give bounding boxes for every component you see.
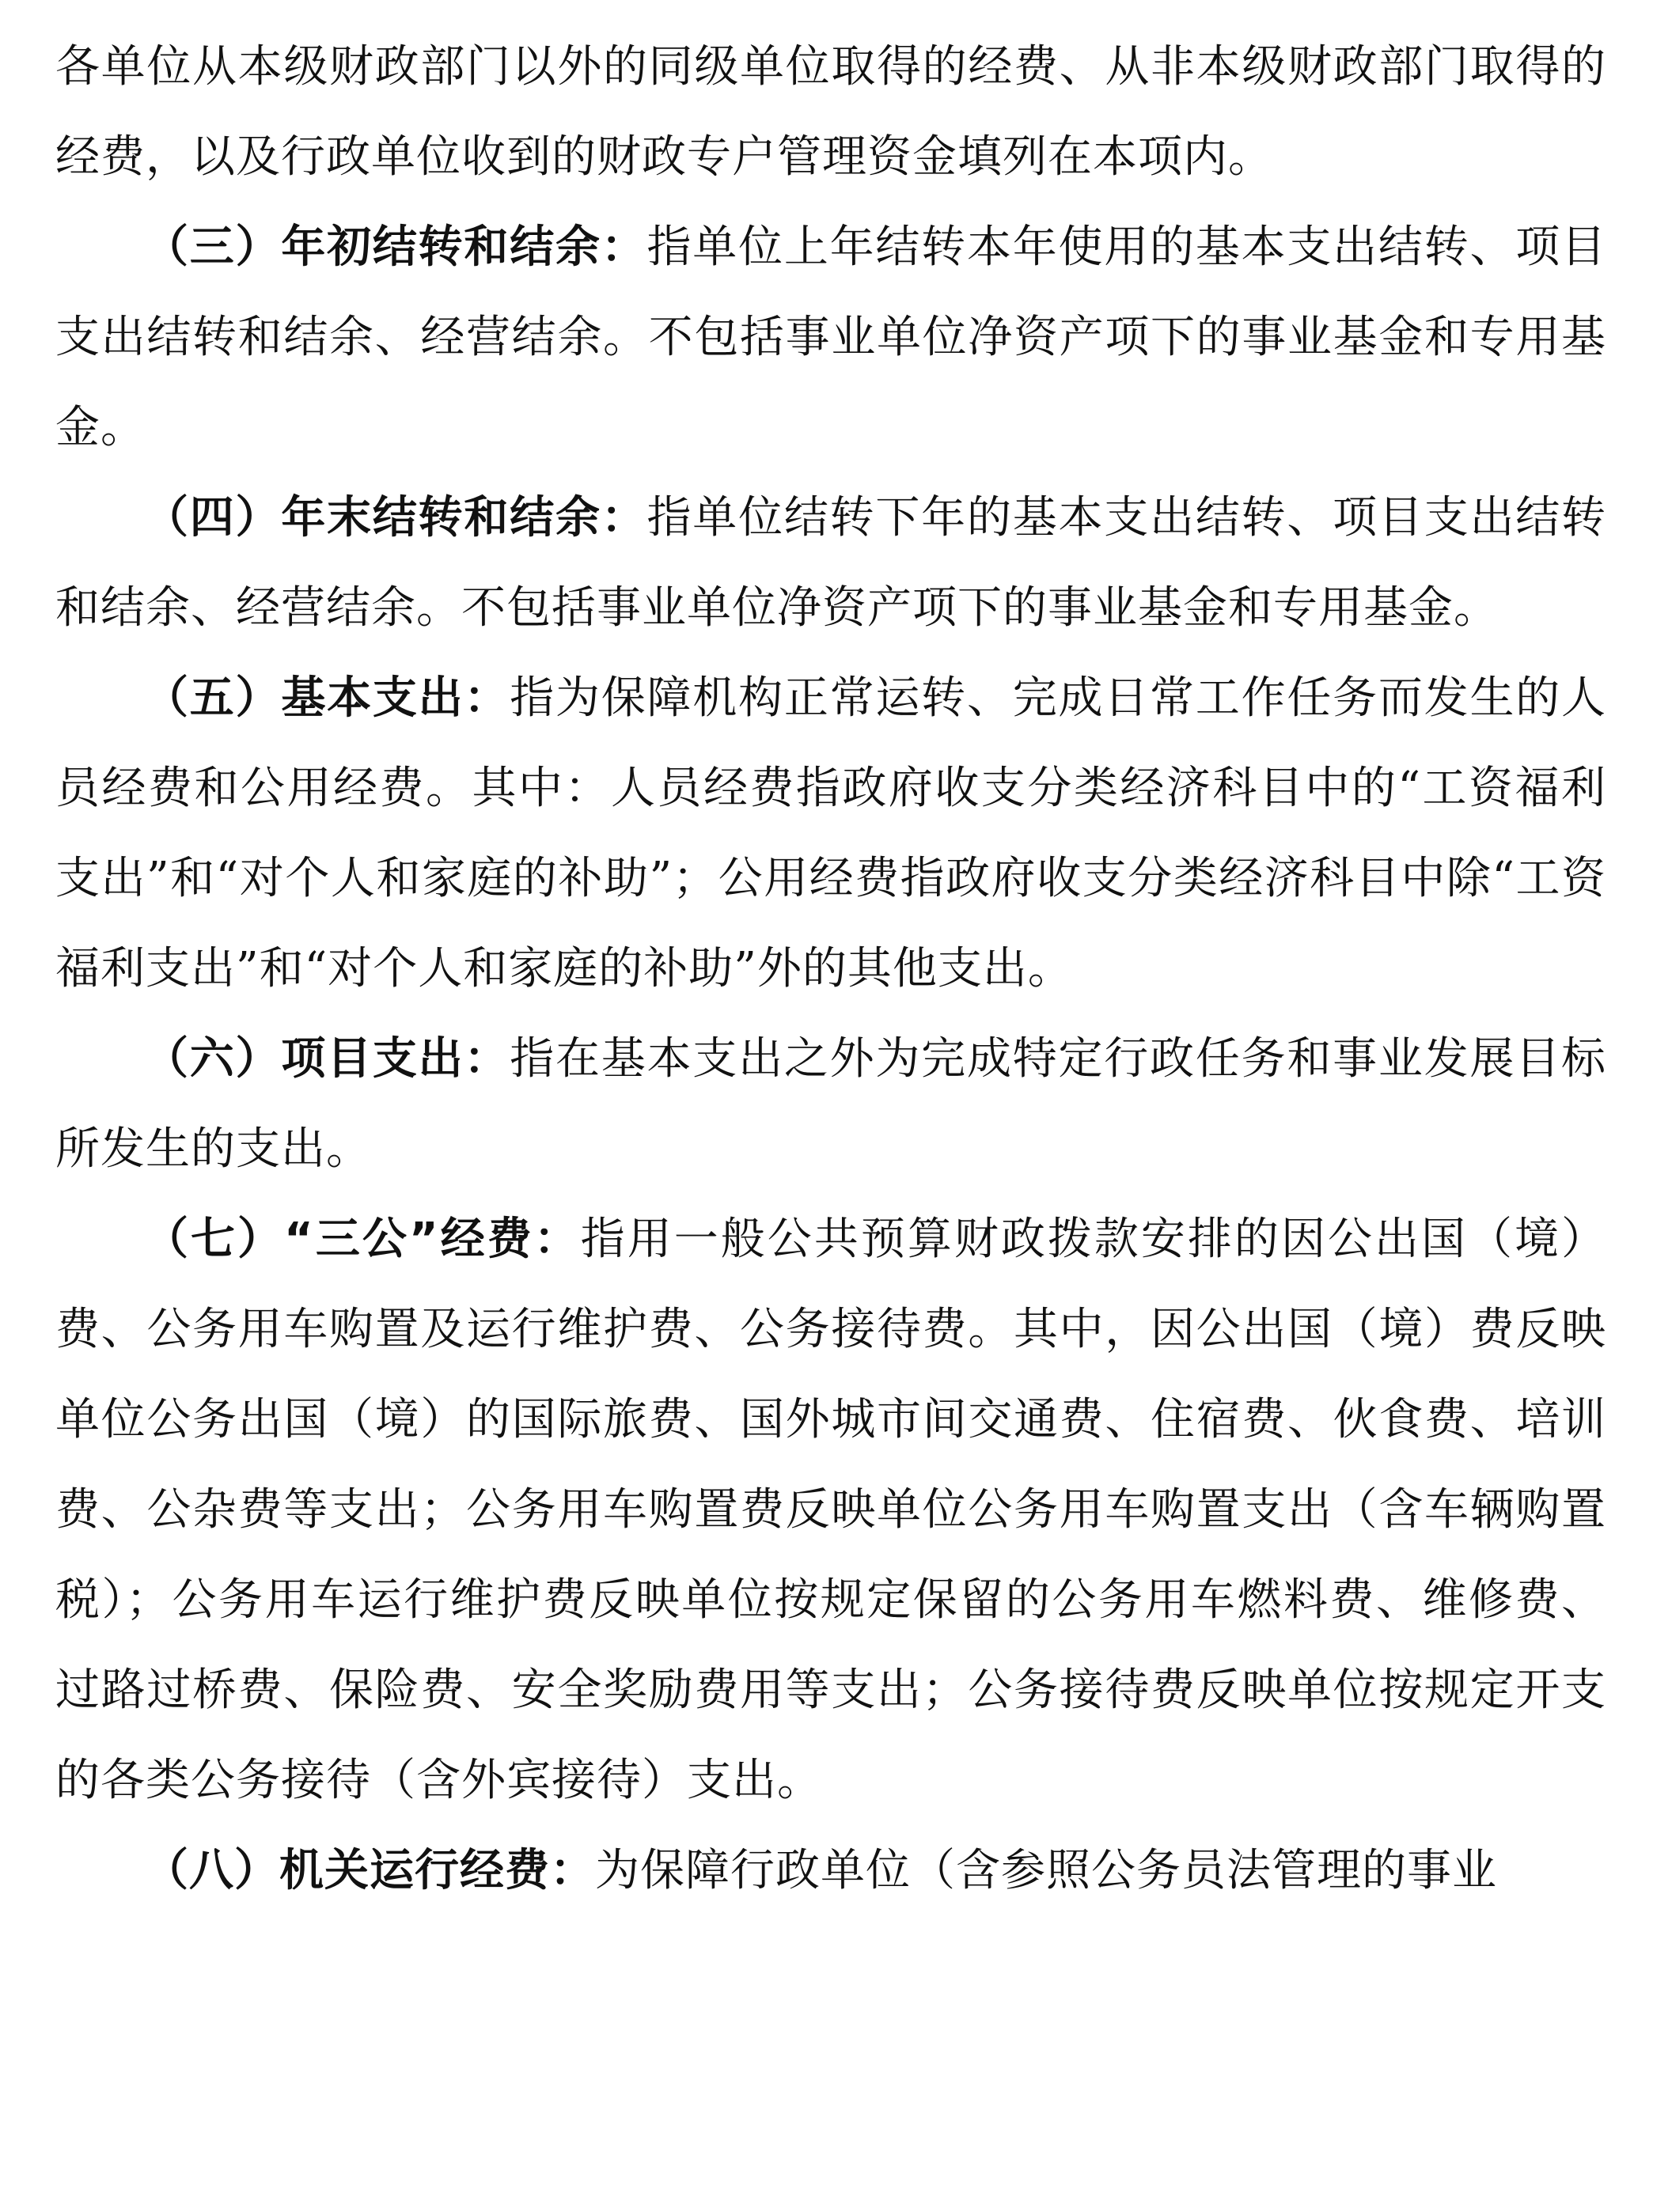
paragraph-body: 指单位上年结转本年使用的基本支出结转、项目支出结转和结余、经营结余。不包括事业单位净资产项下的事业基金和专用基金。 xyxy=(55,222,1607,453)
paragraph-basic-expenditure xyxy=(55,653,1606,1014)
paragraph-operating-funds xyxy=(55,1826,1606,1916)
paragraph-project-expenditure xyxy=(55,1014,1606,1195)
paragraph-carryover-start xyxy=(55,203,1606,473)
paragraph-body: 指在基本支出之外为完成特定行政任务和事业发展目标所发生的支出。 xyxy=(55,1033,1607,1175)
section-heading: （三）年初结转和结余： xyxy=(144,222,647,273)
section-heading: （七）“三公”经费： xyxy=(144,1214,581,1265)
paragraph-body: 指用一般公共预算财政拨款安排的因公出国（境）费、公务用车购置及运行维护费、公务接待费。其中，因公出国（境）费反映单位公务出国（境）的国际旅费、国外城市间交通费、住宿费、伙食费、培训费、公杂费等支出；公务用车购置费反映单位公务用车购置支出（含车辆购置税）；公务用车运行维护费反映单位按规定保留的公务用车燃料费、维修费、过路过桥费、保险费、安全奖励费用等支出；公务接待费反映单位按规定开支的各类公务接待（含外宾接待）支出。 xyxy=(55,1214,1607,1806)
document-page xyxy=(55,0,1606,1916)
section-heading: （五）基本支出： xyxy=(144,672,510,724)
paragraph-three-public-funds xyxy=(55,1195,1606,1826)
section-heading: （六）项目支出： xyxy=(144,1033,510,1085)
section-heading: （八）机关运行经费： xyxy=(144,1845,595,1896)
paragraph-continuation xyxy=(55,22,1606,203)
paragraph-body: 为保障行政单位（含参照公务员法管理的事业 xyxy=(595,1845,1497,1896)
paragraph-body: 各单位从本级财政部门以外的同级单位取得的经费、从非本级财政部门取得的经费，以及行政单位收到的财政专户管理资金填列在本项内。 xyxy=(55,41,1606,183)
paragraph-body: 指为保障机构正常运转、完成日常工作任务而发生的人员经费和公用经费。其中：人员经费指政府收支分类经济科目中的“工资福利支出”和“对个人和家庭的补助”；公用经费指政府收支分类经济科目中除“工资福利支出”和“对个人和家庭的补助”外的其他支出。 xyxy=(55,672,1607,994)
paragraph-carryover-end xyxy=(55,473,1606,653)
section-heading: （四）年末结转和结余： xyxy=(144,492,647,544)
paragraph-body: 指单位结转下年的基本支出结转、项目支出结转和结余、经营结余。不包括事业单位净资产项下的事业基金和专用基金。 xyxy=(55,492,1607,634)
